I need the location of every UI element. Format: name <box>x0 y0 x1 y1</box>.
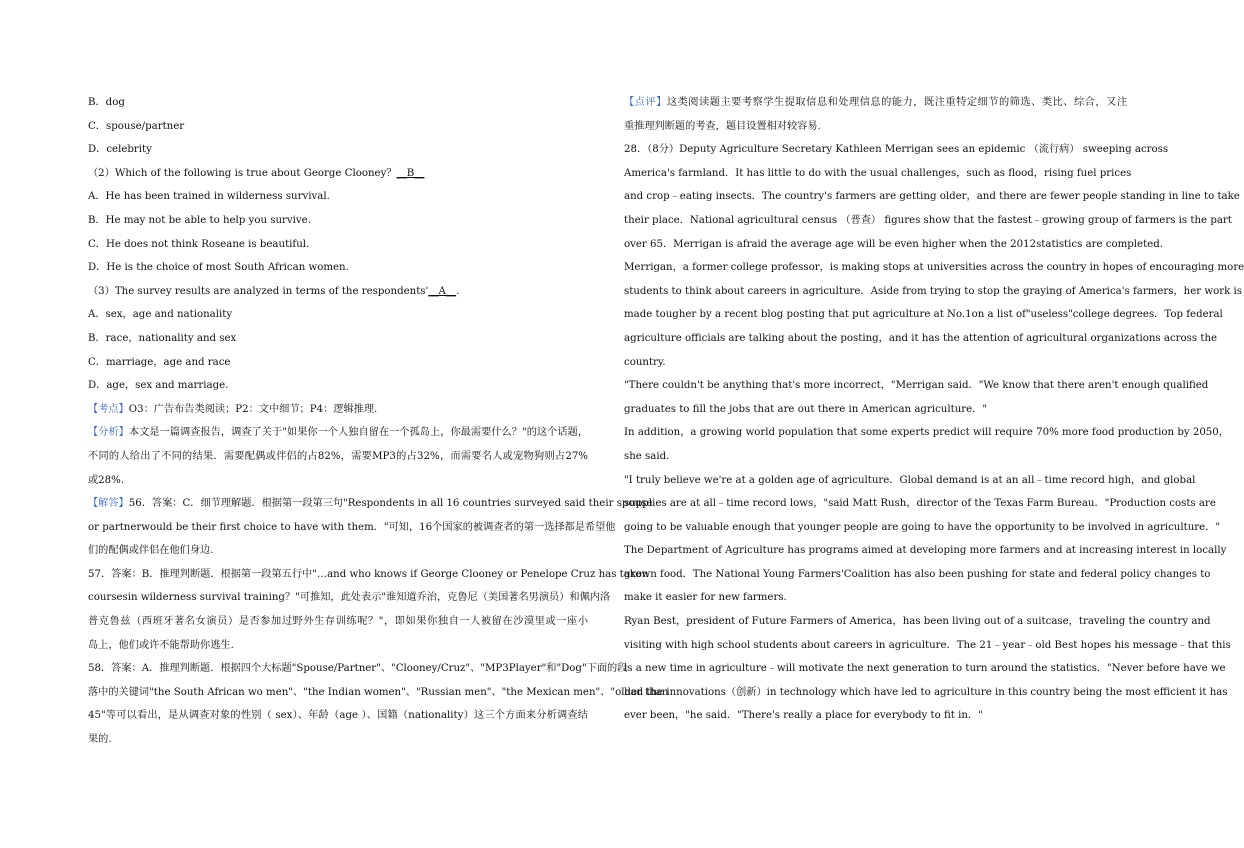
text-line <box>88 398 588 422</box>
text-line <box>624 492 1216 516</box>
text-line <box>88 539 588 563</box>
text-line <box>88 445 588 469</box>
text-line <box>624 421 1229 445</box>
text-line <box>624 233 1163 257</box>
text-line <box>624 634 1231 658</box>
line-text: is a new time in agriculture﹣will motivate the next generation to turn around the statistics．"Never before have we <box>624 663 1226 675</box>
line-text: 45"等可以看出，是从调查对象的性别（ sex）、年龄（age ）、国籍（nationality）这三个方面来分析调查结 <box>88 710 588 722</box>
text-line <box>88 303 588 327</box>
line-text: Merrigan，a former college professor，is making stops at universities across the country in hopes of encouraging more <box>624 262 1244 274</box>
text-line <box>88 91 588 115</box>
text-line <box>88 610 588 634</box>
line-text: D．He is the choice of most South African women. <box>88 262 349 274</box>
right-column <box>624 91 1244 728</box>
line-text: D．age，sex and marriage. <box>88 380 229 392</box>
line-text: 57．答案：B．推理判断题．根据第一段第五行中"…and who knows if George Clooney or Penelope Cruz has taken <box>88 568 649 580</box>
line-text: 岛上，他们或许不能帮助你逃生. <box>88 639 234 651</box>
text-line <box>624 610 1211 634</box>
text-line <box>624 115 1127 139</box>
line-text: grown food．The National Young Farmers'Coalition has also been pushing for state and federal policy changes to <box>624 568 1211 580</box>
line-text: A．He has been trained in wilderness survival. <box>88 191 330 203</box>
line-text: O3：广告布告类阅读；P2：文中细节；P4：逻辑推理. <box>128 403 378 415</box>
line-text: made tougher by a recent blog posting that put agriculture at No.1on a list of"useless"college degrees．Top federal <box>624 309 1223 321</box>
line-text: country. <box>624 356 666 368</box>
line-text: 或28%. <box>88 474 125 486</box>
text-line <box>624 398 1127 422</box>
text-line <box>624 138 1169 162</box>
line-text: coursesin wilderness survival training？"可推知，此处表示"谁知道乔治，克鲁尼（美国著名男演员）和佩内洛 <box>88 592 611 604</box>
text-line <box>88 256 588 280</box>
answer-blank: __B__ <box>396 167 425 179</box>
text-line <box>624 681 1228 705</box>
text-line <box>624 351 1127 375</box>
text-line <box>624 586 1127 610</box>
text-line <box>624 91 1127 115</box>
text-line <box>88 233 588 257</box>
line-text: their place．National agricultural census （普查） figures show that the fastest﹣growing group of farmers is the part <box>624 214 1232 226</box>
line-text: Ryan Best，president of Future Farmers of America，has been living out of a suitcase，traveling the country and <box>624 616 1211 628</box>
section-tag: 【点评】 <box>624 97 667 108</box>
line-text: 重推理判断题的考查，题目设置相对较容易. <box>624 120 821 132</box>
line-text: she said. <box>624 450 670 462</box>
line-text: visiting with high school students about careers in agriculture．The 21﹣year﹣old Best hopes his message﹣that this <box>624 639 1231 651</box>
line-text: 28．（8分）Deputy Agriculture Secretary Kathleen Merrigan sees an epidemic （流行病） sweeping across <box>624 144 1169 156</box>
text-line <box>624 469 1196 493</box>
text-line <box>624 256 1244 280</box>
question-text: （3）The survey results are analyzed in terms of the respondents' <box>88 285 429 297</box>
text-line <box>624 704 1127 728</box>
question-text: （2）Which of the following is true about George Clooney？ <box>88 167 397 179</box>
line-text: "I truly believe we're at a golden age of agriculture．Global demand is at an all﹣time record high，and global <box>624 474 1196 486</box>
line-text: C．marriage，age and race <box>88 356 231 368</box>
line-text: 56．答案：C．细节理解题．根据第一段第三句"Respondents in all 16 countries surveyed said their spouse <box>128 498 653 510</box>
text-line <box>88 469 588 493</box>
line-text: B．race，nationality and sex <box>88 332 237 344</box>
line-text: C．spouse/partner <box>88 120 185 132</box>
line-text: make it easier for new farmers. <box>624 592 787 604</box>
line-text: 落中的关键词"the South African wo men"、"the Indian women"、"Russian men"、"the Mexican men"、"older than <box>88 686 669 698</box>
text-line <box>88 374 588 398</box>
text-line <box>88 681 669 705</box>
text-line <box>624 303 1223 327</box>
text-line <box>88 138 588 162</box>
text-line <box>624 657 1226 681</box>
text-line <box>88 115 588 139</box>
line-text: A．sex，age and nationality <box>88 309 233 321</box>
line-text: 普克鲁兹（西班牙著名女演员）是否参加过野外生存训练呢？"，即如果你独自一人被留在沙漠里或一座小 <box>88 616 588 628</box>
line-text: students to think about careers in agriculture．Aside from trying to stop the graying of America's farmers，her work is <box>624 285 1242 297</box>
line-text: "There couldn't be anything that's more incorrect，"Merrigan said．"We know that there aren't enough qualified <box>624 380 1209 392</box>
text-line <box>624 209 1232 233</box>
text-line <box>624 162 1132 186</box>
line-text: agriculture officials are talking about the posting，and it has the attention of agricultural organizations across the <box>624 332 1218 344</box>
line-text: 这类阅读题主要考察学生提取信息和处理信息的能力，既注重特定细节的筛选、类比、综合，又注 <box>666 97 1128 108</box>
line-text: C．He does not think Roseane is beautiful. <box>88 238 310 250</box>
text-line <box>88 280 588 304</box>
text-line <box>88 421 588 445</box>
text-line <box>88 704 588 728</box>
line-text: or partnerwould be their first choice to have with them．"可知，16个国家的被调查者的第一选择都是希望他 <box>88 521 616 533</box>
line-text: ever been，"he said．"There's really a place for everybody to fit in．" <box>624 710 983 722</box>
line-text: B．He may not be able to help you survive. <box>88 214 311 226</box>
text-line <box>88 185 588 209</box>
text-line <box>624 539 1227 563</box>
line-text: 不同的人给出了不同的结果．需要配偶或伴侣的占82%，需要MP3的占32%，而需要名人或宠物狗则占27% <box>88 450 588 462</box>
section-tag: 【考点】 <box>88 403 129 415</box>
text-line <box>624 563 1211 587</box>
line-text: had the innovations（创新）in technology which have led to agriculture in this country being the most efficient it has <box>624 686 1228 698</box>
text-line <box>88 563 649 587</box>
text-line <box>88 162 588 186</box>
text-line <box>624 280 1242 304</box>
text-line <box>88 327 588 351</box>
text-line <box>88 586 611 610</box>
line-text: and crop﹣eating insects．The country's farmers are getting older，and there are fewer people standing in line to take <box>624 191 1240 203</box>
text-line <box>88 516 616 540</box>
line-text: B．dog <box>88 97 125 108</box>
section-tag: 【分析】 <box>88 427 129 439</box>
line-text: D．celebrity <box>88 144 152 156</box>
text-line <box>624 327 1218 351</box>
answer-blank: __A__ <box>428 285 457 297</box>
question-suffix: . <box>456 285 460 297</box>
line-text: In addition，a growing world population that some experts predict will require 70% more food production by 2050， <box>624 427 1229 439</box>
section-tag: 【解答】 <box>88 498 129 510</box>
text-line <box>88 634 588 658</box>
line-text: over 65．Merrigan is afraid the average age will be even higher when the 2012statistics are completed. <box>624 238 1163 250</box>
text-line <box>88 492 653 516</box>
text-line <box>624 374 1209 398</box>
text-line <box>88 209 588 233</box>
line-text: 58．答案：A．推理判断题．根据四个大标题"Spouse/Partner"、"Clooney/Cruz"、"MP3Player"和"Dog"下面的段 <box>88 663 628 675</box>
line-text: America's farmland．It has little to do with the usual challenges，such as flood，rising fuel prices <box>624 167 1132 179</box>
text-line <box>624 185 1240 209</box>
line-text: The Department of Agriculture has programs aimed at developing more farmers and at increasing interest in locally <box>624 545 1227 557</box>
text-line <box>624 445 1127 469</box>
line-text: supplies are at all﹣time record lows，"said Matt Rush，director of the Texas Farm Bureau．"Production costs are <box>624 498 1216 510</box>
line-text: 们的配偶或伴侣在他们身边. <box>88 545 214 557</box>
text-line <box>88 351 588 375</box>
text-line <box>88 657 628 681</box>
text-line <box>624 516 1221 540</box>
line-text: going to be valuable enough that younger people are going to have the opportunity to be involved in agriculture．" <box>624 521 1221 533</box>
line-text: graduates to fill the jobs that are out there in American agriculture．" <box>624 403 988 415</box>
line-text: 本文是一篇调查报告，调查了关于"如果你一个人独自留在一个孤岛上，你最需要什么？"的这个话题， <box>128 427 588 439</box>
text-line <box>88 728 588 752</box>
line-text: 果的. <box>88 734 112 746</box>
